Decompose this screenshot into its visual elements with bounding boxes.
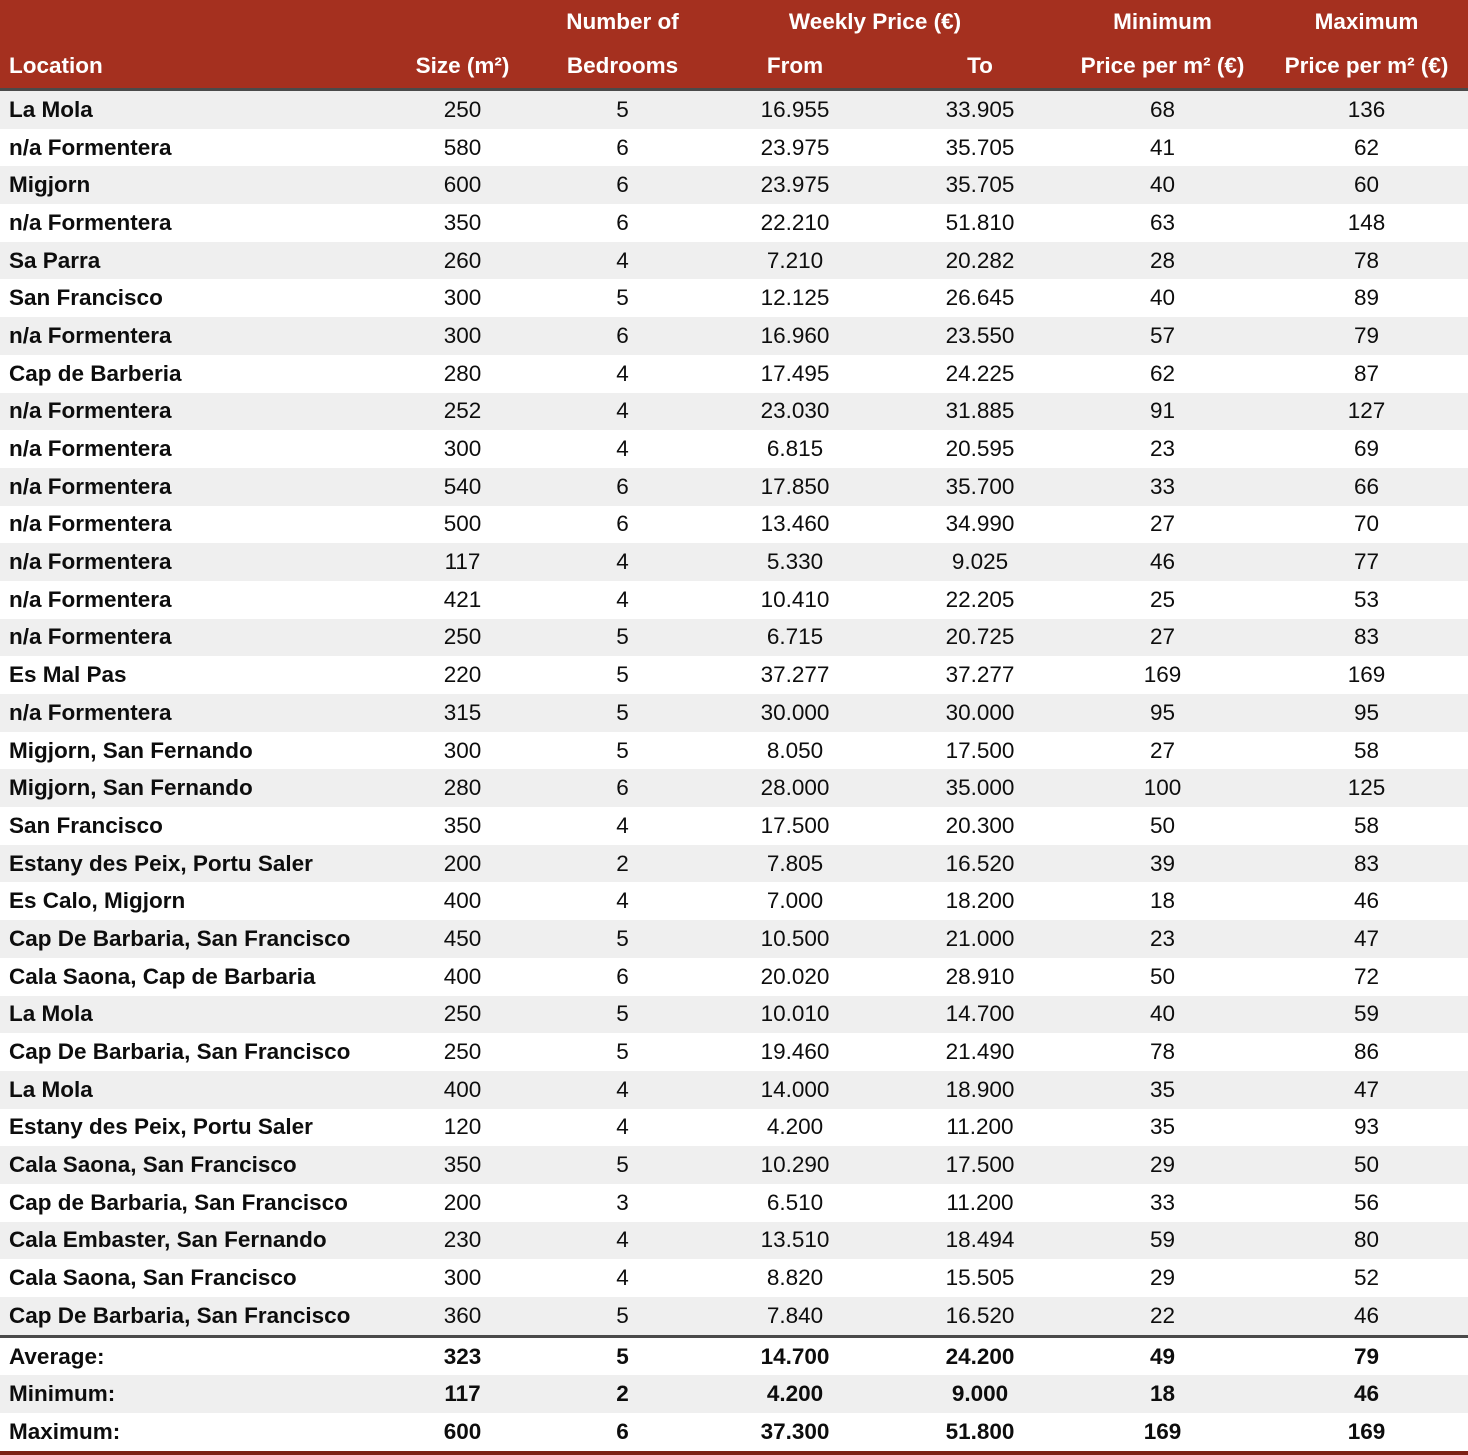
table-row [0, 1375, 1468, 1413]
bedrooms-cell: 5 [616, 1152, 629, 1178]
bedrooms-cell: 4 [616, 549, 629, 575]
size-cell: 300 [443, 737, 482, 763]
location-cell: Minimum: [9, 1381, 116, 1407]
max-price-cell: 66 [1353, 473, 1380, 499]
table-row [0, 468, 1468, 506]
price-to-cell: 37.277 [945, 662, 1015, 688]
table-row [0, 769, 1468, 807]
price-from-cell: 6.510 [766, 1189, 824, 1215]
max-price-cell: 148 [1347, 209, 1386, 235]
column-header-weekly-price-group: Weekly Price (€) [690, 0, 1060, 44]
location-cell: Estany des Peix, Portu Saler [9, 850, 313, 876]
location-cell: Cap De Barbaria, San Francisco [9, 1302, 351, 1328]
price-to-cell: 18.200 [945, 888, 1015, 914]
size-cell: 350 [443, 209, 482, 235]
price-from-cell: 20.020 [760, 963, 830, 989]
price-from-cell: 17.500 [760, 812, 830, 838]
min-price-cell: 95 [1149, 699, 1176, 725]
table-row [0, 732, 1468, 770]
min-price-cell: 23 [1149, 925, 1176, 951]
price-from-cell: 16.960 [760, 322, 830, 348]
min-price-cell: 169 [1143, 662, 1182, 688]
bedrooms-cell: 5 [555, 1336, 690, 1375]
min-price-cell: 40 [1149, 172, 1176, 198]
price-from-cell: 13.510 [760, 1227, 830, 1253]
price-to-cell: 21.000 [945, 925, 1015, 951]
bedrooms-cell: 4 [616, 436, 629, 462]
table-row [0, 1071, 1468, 1109]
max-price-cell: 77 [1353, 549, 1380, 575]
price-to-cell: 35.000 [945, 775, 1015, 801]
location-cell: Es Mal Pas [9, 662, 127, 688]
bedrooms-cell: 4 [616, 1265, 629, 1291]
price-from-cell: 4.200 [766, 1114, 824, 1140]
bedrooms-cell: 4 [616, 888, 629, 914]
table-row [0, 1184, 1468, 1222]
bedrooms-cell: 2 [616, 850, 629, 876]
table-row [0, 279, 1468, 317]
max-price-cell: 60 [1353, 172, 1380, 198]
location-cell: Cap De Barbaria, San Francisco [9, 925, 351, 951]
price-from-cell: 8.820 [766, 1265, 824, 1291]
min-price-cell: 29 [1149, 1152, 1176, 1178]
location-cell: Migjorn, San Fernando [9, 737, 253, 763]
location-cell: Migjorn, San Fernando [9, 775, 253, 801]
bedrooms-cell: 6 [616, 963, 629, 989]
table-row [0, 845, 1468, 883]
location-cell: Es Calo, Migjorn [9, 888, 186, 914]
max-price-cell: 58 [1353, 737, 1380, 763]
price-from-cell: 13.460 [760, 511, 830, 537]
table-row [0, 355, 1468, 393]
price-from-cell: 6.715 [766, 624, 824, 650]
location-cell: Average: [0, 1336, 370, 1375]
size-cell: 300 [443, 1265, 482, 1291]
table-row [0, 882, 1468, 920]
location-cell: n/a Formentera [9, 699, 172, 725]
price-from-cell: 17.850 [760, 473, 830, 499]
table-header [0, 0, 1468, 90]
min-price-cell: 49 [1060, 1336, 1265, 1375]
min-price-cell: 62 [1149, 360, 1176, 386]
price-to-cell: 20.725 [945, 624, 1015, 650]
min-price-cell: 28 [1149, 247, 1176, 273]
bedrooms-cell: 6 [616, 209, 629, 235]
location-cell: La Mola [9, 1001, 93, 1027]
size-cell: 350 [443, 812, 482, 838]
location-cell: San Francisco [9, 812, 163, 838]
price-to-cell: 18.900 [945, 1076, 1015, 1102]
price-to-cell: 20.300 [945, 812, 1015, 838]
min-price-cell: 63 [1149, 209, 1176, 235]
table-row [0, 90, 1468, 129]
price-to-cell: 17.500 [945, 737, 1015, 763]
table-row [0, 1413, 1468, 1453]
bedrooms-cell: 5 [616, 662, 629, 688]
size-cell: 250 [443, 624, 482, 650]
price-from-cell: 7.840 [766, 1302, 824, 1328]
price-from-cell: 37.277 [760, 662, 830, 688]
column-header-size: Size (m²) [370, 0, 555, 90]
max-price-cell: 59 [1353, 1001, 1380, 1027]
location-cell: La Mola [9, 1076, 93, 1102]
price-from-cell: 16.955 [760, 96, 830, 122]
table-row [0, 996, 1468, 1034]
max-price-cell: 47 [1353, 925, 1380, 951]
table-row [0, 656, 1468, 694]
min-price-cell: 169 [1143, 1418, 1182, 1444]
column-header-min-price: Minimum Price per m² (€) [1060, 0, 1265, 90]
size-cell: 450 [443, 925, 482, 951]
max-price-cell: 58 [1353, 812, 1380, 838]
table-row [0, 166, 1468, 204]
price-from-cell: 7.000 [766, 888, 824, 914]
size-cell: 315 [443, 699, 482, 725]
size-cell: 500 [443, 511, 482, 537]
location-cell: Cala Saona, San Francisco [9, 1152, 297, 1178]
price-to-cell: 16.520 [945, 850, 1015, 876]
location-cell: Sa Parra [9, 247, 101, 273]
size-cell: 220 [443, 662, 482, 688]
price-from-cell: 7.805 [766, 850, 824, 876]
table-row [0, 1297, 1468, 1336]
location-cell: n/a Formentera [9, 436, 172, 462]
table-row [0, 1222, 1468, 1260]
bedrooms-cell: 6 [616, 172, 629, 198]
location-cell: n/a Formentera [9, 624, 172, 650]
price-to-cell: 31.885 [945, 398, 1015, 424]
max-price-cell: 169 [1347, 1418, 1386, 1444]
min-price-cell: 57 [1149, 322, 1176, 348]
bedrooms-cell: 2 [616, 1381, 629, 1407]
bedrooms-cell: 3 [616, 1189, 629, 1215]
price-to-cell: 9.000 [951, 1381, 1009, 1407]
location-cell: Cala Embaster, San Fernando [9, 1227, 327, 1253]
price-to-cell: 9.025 [951, 549, 1009, 575]
table-row [0, 807, 1468, 845]
min-price-cell: 40 [1149, 285, 1176, 311]
table-summary [0, 1336, 1468, 1453]
table-row [0, 430, 1468, 468]
min-price-cell: 40 [1149, 1001, 1176, 1027]
price-to-cell: 18.494 [945, 1227, 1015, 1253]
column-header-bedrooms: Number of Bedrooms [555, 0, 690, 90]
price-from-cell: 6.815 [766, 436, 824, 462]
price-to-cell: 35.705 [945, 134, 1015, 160]
max-price-cell: 46 [1353, 888, 1380, 914]
max-price-cell: 169 [1347, 662, 1386, 688]
size-cell: 230 [443, 1227, 482, 1253]
bedrooms-cell: 5 [616, 699, 629, 725]
max-price-cell: 93 [1353, 1114, 1380, 1140]
max-price-cell: 46 [1353, 1302, 1380, 1328]
table-row [0, 958, 1468, 996]
column-header-max-price: Maximum Price per m² (€) [1265, 0, 1468, 90]
column-header-location: Location [0, 0, 370, 90]
size-cell: 360 [443, 1302, 482, 1328]
min-price-cell: 27 [1149, 624, 1176, 650]
bedrooms-cell: 4 [616, 398, 629, 424]
bedrooms-cell: 6 [616, 775, 629, 801]
bedrooms-cell: 6 [616, 473, 629, 499]
max-price-cell: 52 [1353, 1265, 1380, 1291]
size-cell: 580 [443, 134, 482, 160]
location-cell: Migjorn [9, 172, 91, 198]
max-price-cell: 50 [1353, 1152, 1380, 1178]
column-header-price-to: To [900, 44, 1060, 90]
price-to-cell: 26.645 [945, 285, 1015, 311]
min-price-cell: 22 [1149, 1302, 1176, 1328]
price-from-cell: 10.500 [760, 925, 830, 951]
min-price-cell: 27 [1149, 511, 1176, 537]
price-to-cell: 11.200 [946, 1114, 1014, 1140]
bedrooms-cell: 5 [616, 1039, 629, 1065]
price-to-cell: 35.700 [945, 473, 1015, 499]
min-price-cell: 18 [1149, 888, 1176, 914]
price-to-cell: 35.705 [945, 172, 1015, 198]
table-row [0, 506, 1468, 544]
price-from-cell: 17.495 [760, 360, 830, 386]
price-from-cell: 37.300 [760, 1418, 830, 1444]
max-price-cell: 87 [1353, 360, 1380, 386]
min-price-cell: 25 [1149, 586, 1176, 612]
max-price-cell: 86 [1353, 1039, 1380, 1065]
max-price-cell: 95 [1353, 699, 1380, 725]
min-price-cell: 46 [1149, 549, 1176, 575]
price-to-cell: 51.800 [945, 1418, 1015, 1444]
price-from-cell: 12.125 [760, 285, 830, 311]
bedrooms-cell: 6 [616, 322, 629, 348]
price-from-cell: 14.000 [760, 1076, 830, 1102]
max-price-cell: 83 [1353, 624, 1380, 650]
size-cell: 250 [443, 96, 482, 122]
size-cell: 323 [370, 1336, 555, 1375]
min-price-cell: 68 [1149, 96, 1176, 122]
location-cell: Cap de Barbaria, San Francisco [9, 1189, 348, 1215]
location-cell: n/a Formentera [9, 586, 172, 612]
price-to-cell: 22.205 [945, 586, 1015, 612]
bedrooms-cell: 5 [616, 1302, 629, 1328]
location-cell: Cap de Barberia [9, 360, 182, 386]
table-row [0, 581, 1468, 619]
location-cell: Estany des Peix, Portu Saler [9, 1114, 313, 1140]
size-cell: 252 [443, 398, 482, 424]
price-from-cell: 8.050 [766, 737, 824, 763]
location-cell: n/a Formentera [9, 322, 172, 348]
location-cell: San Francisco [9, 285, 163, 311]
price-from-cell: 7.210 [766, 247, 824, 273]
size-cell: 400 [443, 888, 482, 914]
size-cell: 280 [443, 360, 482, 386]
size-cell: 200 [443, 1189, 482, 1215]
max-price-cell: 89 [1353, 285, 1380, 311]
bedrooms-cell: 4 [616, 1114, 629, 1140]
max-price-cell: 53 [1353, 586, 1380, 612]
size-cell: 350 [443, 1152, 482, 1178]
bedrooms-cell: 5 [616, 96, 629, 122]
min-price-cell: 59 [1149, 1227, 1176, 1253]
price-to-cell: 34.990 [945, 511, 1015, 537]
size-cell: 117 [444, 1381, 481, 1407]
max-price-cell: 62 [1353, 134, 1380, 160]
price-from-cell: 23.975 [760, 172, 830, 198]
max-price-cell: 47 [1353, 1076, 1380, 1102]
max-price-cell: 78 [1353, 247, 1380, 273]
min-price-cell: 41 [1149, 134, 1176, 160]
price-to-cell: 33.905 [945, 96, 1015, 122]
table-body [0, 90, 1468, 1337]
table-row [0, 619, 1468, 657]
min-price-cell: 27 [1149, 737, 1176, 763]
max-price-cell: 127 [1347, 398, 1386, 424]
price-from-cell: 10.290 [760, 1152, 830, 1178]
table-row [0, 694, 1468, 732]
max-price-cell: 136 [1347, 96, 1386, 122]
min-price-cell: 35 [1149, 1114, 1176, 1140]
max-price-cell: 70 [1353, 511, 1380, 537]
bedrooms-cell: 4 [616, 360, 629, 386]
bedrooms-cell: 6 [616, 134, 629, 160]
table-row [0, 1336, 1468, 1375]
price-to-cell: 24.200 [900, 1336, 1060, 1375]
price-to-cell: 15.505 [945, 1265, 1015, 1291]
size-cell: 400 [443, 963, 482, 989]
min-price-cell: 33 [1149, 1189, 1176, 1215]
bedrooms-cell: 4 [616, 247, 629, 273]
min-price-cell: 50 [1149, 963, 1176, 989]
size-cell: 300 [443, 436, 482, 462]
price-to-cell: 51.810 [945, 209, 1015, 235]
size-cell: 200 [443, 850, 482, 876]
min-price-cell: 78 [1149, 1039, 1176, 1065]
max-price-cell: 79 [1265, 1336, 1468, 1375]
min-price-cell: 33 [1149, 473, 1176, 499]
size-cell: 120 [443, 1114, 482, 1140]
location-cell: n/a Formentera [9, 511, 172, 537]
location-cell: n/a Formentera [9, 473, 172, 499]
price-from-cell: 19.460 [760, 1039, 830, 1065]
price-from-cell: 5.330 [766, 549, 824, 575]
size-cell: 117 [444, 549, 481, 575]
min-price-cell: 50 [1149, 812, 1176, 838]
min-price-cell: 100 [1143, 775, 1182, 801]
table-row [0, 393, 1468, 431]
bedrooms-cell: 5 [616, 1001, 629, 1027]
location-cell: Cap De Barbaria, San Francisco [9, 1039, 351, 1065]
size-cell: 400 [443, 1076, 482, 1102]
size-cell: 260 [443, 247, 482, 273]
location-cell: Cala Saona, Cap de Barbaria [9, 963, 316, 989]
table-row [0, 1259, 1468, 1297]
price-to-cell: 23.550 [945, 322, 1015, 348]
price-to-cell: 24.225 [945, 360, 1015, 386]
column-header-price-from: From [690, 44, 900, 90]
max-price-cell: 79 [1353, 322, 1380, 348]
table-row [0, 1033, 1468, 1071]
price-from-cell: 14.700 [690, 1336, 900, 1375]
bedrooms-cell: 4 [616, 1076, 629, 1102]
size-cell: 250 [443, 1039, 482, 1065]
bedrooms-cell: 4 [616, 586, 629, 612]
table-row [0, 920, 1468, 958]
max-price-cell: 80 [1353, 1227, 1380, 1253]
price-from-cell: 23.030 [760, 398, 830, 424]
location-cell: Maximum: [9, 1418, 121, 1444]
size-cell: 280 [443, 775, 482, 801]
table-row [0, 129, 1468, 167]
table-row [0, 317, 1468, 355]
bedrooms-cell: 4 [616, 1227, 629, 1253]
price-from-cell: 22.210 [760, 209, 830, 235]
max-price-cell: 46 [1353, 1381, 1380, 1407]
table-row [0, 1109, 1468, 1147]
size-cell: 600 [443, 172, 482, 198]
bedrooms-cell: 5 [616, 285, 629, 311]
location-cell: n/a Formentera [9, 209, 172, 235]
min-price-cell: 91 [1149, 398, 1176, 424]
price-to-cell: 16.520 [945, 1302, 1015, 1328]
table-row [0, 242, 1468, 280]
size-cell: 300 [443, 285, 482, 311]
location-cell: n/a Formentera [9, 398, 172, 424]
max-price-cell: 83 [1353, 850, 1380, 876]
size-cell: 421 [443, 586, 482, 612]
price-from-cell: 30.000 [760, 699, 830, 725]
price-to-cell: 21.490 [945, 1039, 1015, 1065]
min-price-cell: 23 [1149, 436, 1176, 462]
price-to-cell: 28.910 [945, 963, 1015, 989]
bedrooms-cell: 5 [616, 624, 629, 650]
table-row [0, 204, 1468, 242]
price-to-cell: 20.282 [945, 247, 1015, 273]
location-cell: n/a Formentera [9, 549, 172, 575]
table-row [0, 1146, 1468, 1184]
bedrooms-cell: 6 [616, 511, 629, 537]
min-price-cell: 29 [1149, 1265, 1176, 1291]
max-price-cell: 69 [1353, 436, 1380, 462]
max-price-cell: 72 [1353, 963, 1380, 989]
bedrooms-cell: 4 [616, 812, 629, 838]
min-price-cell: 39 [1149, 850, 1176, 876]
size-cell: 600 [443, 1418, 482, 1444]
size-cell: 300 [443, 322, 482, 348]
location-cell: La Mola [9, 96, 93, 122]
price-to-cell: 14.700 [945, 1001, 1015, 1027]
max-price-cell: 56 [1353, 1189, 1380, 1215]
price-to-cell: 30.000 [945, 699, 1015, 725]
price-to-cell: 20.595 [945, 436, 1015, 462]
bedrooms-cell: 6 [616, 1418, 629, 1444]
price-from-cell: 4.200 [766, 1381, 824, 1407]
location-cell: Cala Saona, San Francisco [9, 1265, 297, 1291]
min-price-cell: 35 [1149, 1076, 1176, 1102]
size-cell: 540 [443, 473, 482, 499]
bedrooms-cell: 5 [616, 925, 629, 951]
location-cell: n/a Formentera [9, 134, 172, 160]
bedrooms-cell: 5 [616, 737, 629, 763]
table-row [0, 543, 1468, 581]
price-from-cell: 23.975 [760, 134, 830, 160]
price-from-cell: 28.000 [760, 775, 830, 801]
price-to-cell: 17.500 [945, 1152, 1015, 1178]
size-cell: 250 [443, 1001, 482, 1027]
price-from-cell: 10.410 [760, 586, 830, 612]
max-price-cell: 125 [1347, 775, 1386, 801]
price-from-cell: 10.010 [760, 1001, 830, 1027]
price-to-cell: 11.200 [946, 1189, 1014, 1215]
min-price-cell: 18 [1149, 1381, 1176, 1407]
